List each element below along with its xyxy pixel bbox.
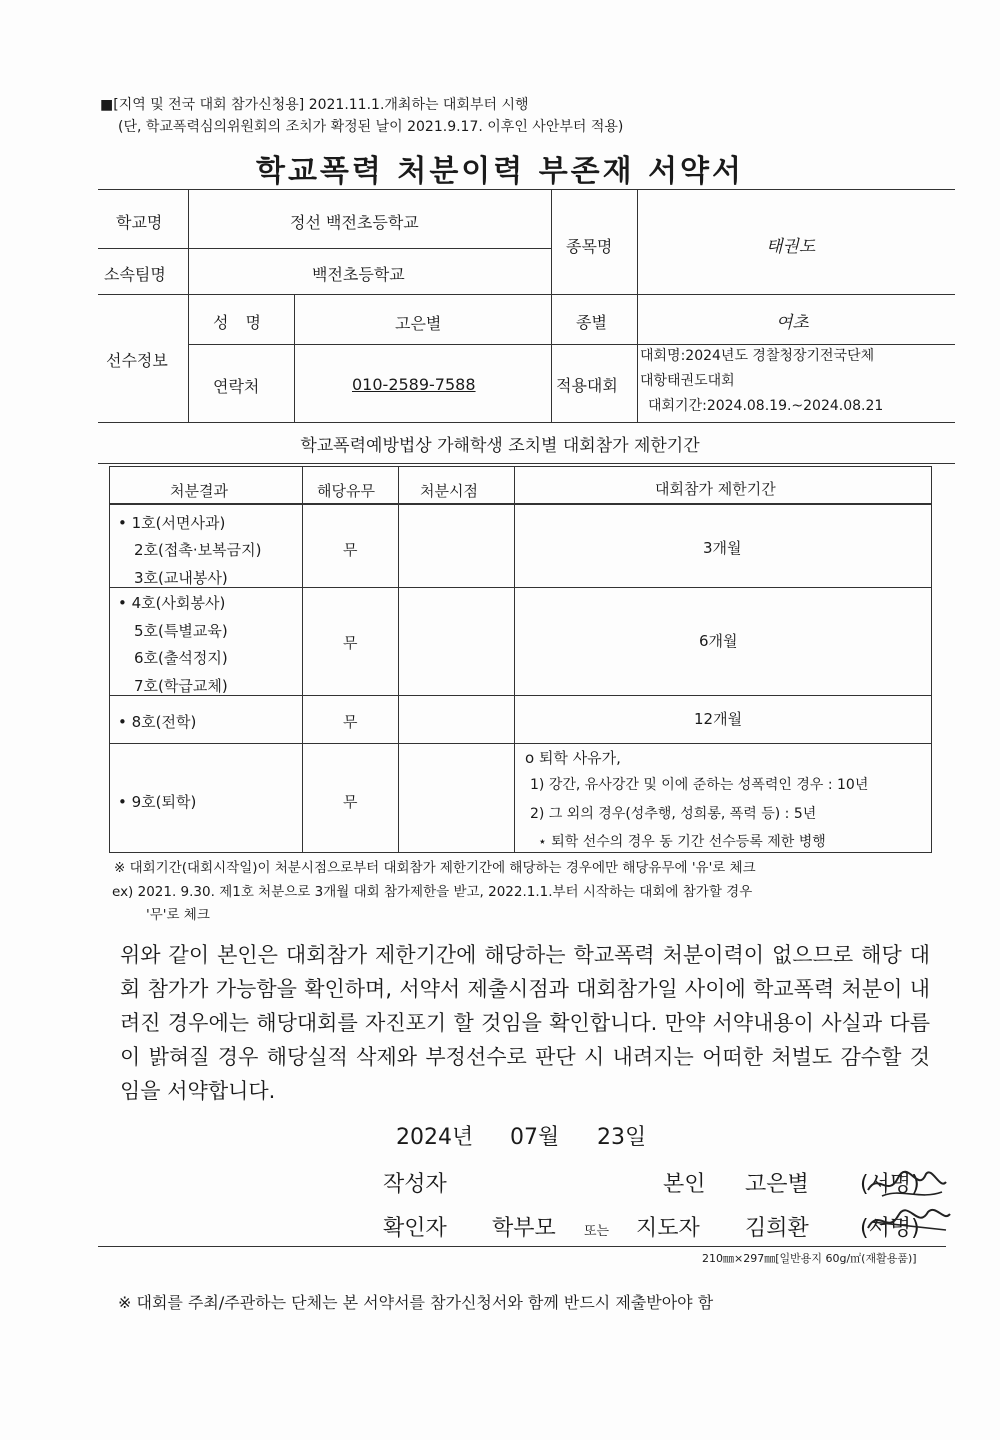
signature-mark-2: [858, 1200, 953, 1240]
school-value: 정선 백전초등학교: [290, 213, 419, 232]
sport-value: 태권도: [766, 237, 816, 257]
footer-note: ※ 대회를 주최/주관하는 단체는 본 서약서를 참가신청서와 함께 반드시 제출받아야 함: [118, 1293, 714, 1312]
writer-label: 작성자: [383, 1172, 447, 1197]
note-2: ex) 2021. 9.30. 제1호 처분으로 3개월 대회 참가제한을 받고, 2022.1.1.부터 시작하는 대회에 참가할 경우: [112, 884, 753, 900]
col-header-result: 처분결과: [170, 482, 228, 500]
name-label: 성 명: [213, 313, 261, 332]
date-day: 23일: [597, 1125, 647, 1150]
table-row-2-result-3: 6호(출석정지): [134, 649, 228, 667]
self-label: 본인: [663, 1172, 706, 1197]
event-period: 대회기간:2024.08.19.~2024.08.21: [648, 398, 884, 414]
table-row-4-period-line1: o 퇴학 사유가,: [525, 749, 621, 767]
event-label: 적용대회: [556, 376, 618, 395]
restriction-subtitle: 학교폭력예방법상 가해학생 조치별 대회참가 제한기간: [300, 436, 700, 456]
signature-mark-1: [860, 1160, 950, 1205]
paper-spec: 210㎜×297㎜[일반용지 60g/㎡(재활용품)]: [702, 1252, 917, 1265]
date-month: 07월: [510, 1125, 560, 1150]
contact-value: 010-2589-7588: [352, 375, 476, 394]
header-note-1: ■[지역 및 전국 대회 참가신청용] 2021.11.1.개최하는 대회부터 시행: [100, 97, 529, 113]
table-row-1-result-3: 3호(교내봉사): [134, 569, 228, 587]
table-row-1-period: 3개월: [703, 539, 742, 557]
table-row-3-period: 12개월: [694, 710, 743, 728]
table-row-2-result-4: 7호(학급교체): [134, 677, 228, 695]
event-name-line2: 대항태권도대회: [640, 373, 735, 389]
table-row-1-result-1: • 1호(서면사과): [118, 514, 226, 532]
table-row-4-result-1: • 9호(퇴학): [118, 793, 197, 811]
name-value: 고은별: [395, 314, 442, 333]
category-value: 여초: [776, 313, 809, 333]
team-label: 소속팀명: [104, 265, 166, 284]
col-header-time: 처분시점: [420, 482, 478, 500]
table-row-2-result-2: 5호(특별교육): [134, 622, 228, 640]
sport-label: 종목명: [566, 237, 613, 256]
confirm-label: 확인자: [383, 1216, 447, 1241]
event-name-line1: 대회명:2024년도 경찰청장기전국단체: [640, 348, 875, 364]
header-note-2: (단, 학교폭력심의위원회의 조치가 확정된 날이 2021.9.17. 이후인 사안부터 적용): [118, 119, 624, 135]
table-row-4-period-line2: 1) 강간, 유사강간 및 이에 준하는 성폭력인 경우 : 10년: [530, 777, 869, 793]
player-info-label: 선수정보: [106, 351, 168, 370]
coach-label: 지도자: [636, 1216, 700, 1241]
table-row-3-result-1: • 8호(전학): [118, 713, 197, 731]
table-row-1-applicable: 무: [343, 541, 358, 559]
table-row-4-applicable: 무: [343, 793, 358, 811]
or-label: 또는: [584, 1224, 610, 1239]
contact-label: 연락처: [213, 377, 260, 396]
date-year: 2024년: [396, 1125, 474, 1150]
school-label: 학교명: [116, 213, 163, 232]
table-row-2-period: 6개월: [699, 632, 738, 650]
table-row-4-period-line3: 2) 그 외의 경우(성추행, 성희롱, 폭력 등) : 5년: [530, 806, 817, 822]
table-row-2-applicable: 무: [343, 634, 358, 652]
self-name: 고은별: [745, 1172, 809, 1197]
document-title: 학교폭력 처분이력 부존재 서약서: [255, 154, 745, 189]
parent-label: 학부모: [492, 1216, 556, 1241]
col-header-applicable: 해당유무: [317, 482, 375, 500]
note-1: ※ 대회기간(대회시작일)이 처분시점으로부터 대회참가 제한기간에 해당하는 경우에만 해당유무에 '유'로 체크: [114, 860, 756, 876]
team-value: 백전초등학교: [312, 265, 405, 284]
col-header-period: 대회참가 제한기간: [655, 480, 776, 498]
sign-label-1: (서명): [860, 1172, 920, 1197]
pledge-text: 위와 같이 본인은 대회참가 제한기간에 해당하는 학교폭력 처분이력이 없으므로 해당 대회 참가가 가능함을 확인하며, 서약서 제출시점과 대회참가일 사이에 학교폭력 처분이 내려진 경우에는 해당대회를 자진포기 할 것임을 확인합니다. 만약 서약내용이 사실과 다름이 밝혀질 경우 해당실적 삭제와 부정선수로 판단 시 내려지는 어떠한 처벌도 감수할 것임을 서약합니다.: [120, 943, 930, 1103]
note-3: '무'로 체크: [146, 907, 210, 923]
coach-name: 김희환: [745, 1216, 809, 1241]
table-row-2-result-1: • 4호(사회봉사): [118, 594, 226, 612]
table-row-4-period-line4: ⋆ 퇴학 선수의 경우 동 기간 선수등록 제한 병행: [538, 834, 826, 850]
table-row-3-applicable: 무: [343, 713, 358, 731]
category-label: 종별: [576, 313, 607, 332]
sign-label-2: (서명): [860, 1216, 920, 1241]
table-row-1-result-2: 2호(접촉·보복금지): [134, 541, 262, 559]
